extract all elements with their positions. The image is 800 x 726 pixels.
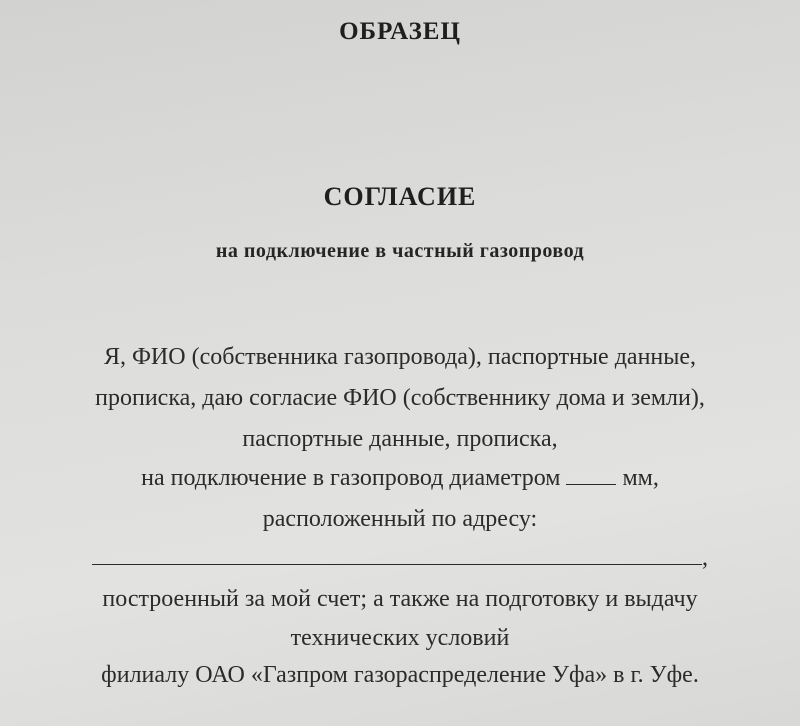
body-line-7: построенный за мой счет; а также на подготовку и выдачу	[102, 586, 698, 612]
address-line	[0, 545, 800, 572]
body-line-9: филиалу ОАО «Газпром газораспределение Уфа» в г. Уфе.	[101, 662, 699, 688]
diameter-prefix: на подключение в газопровод диаметром	[141, 465, 561, 491]
diameter-blank	[566, 483, 616, 485]
sample-label: ОБРАЗЕЦ	[339, 18, 461, 45]
address-blank	[92, 563, 702, 565]
body-line-1: Я, ФИО (собственника газопровода), паспортные данные,	[103, 344, 697, 370]
document-title: СОГЛАСИЕ	[323, 182, 477, 211]
body-line-5: расположенный по адресу:	[262, 506, 538, 532]
document-subtitle: на подключение в частный газопровод	[215, 240, 585, 262]
body-line-4	[0, 465, 800, 492]
address-comma: ,	[702, 545, 708, 571]
body-line-8: технических условий	[290, 625, 510, 651]
body-line-3: паспортные данные, прописка,	[242, 426, 558, 452]
body-line-2: прописка, даю согласие ФИО (собственнику дома и земли),	[95, 385, 705, 411]
diameter-unit: мм,	[622, 465, 659, 491]
